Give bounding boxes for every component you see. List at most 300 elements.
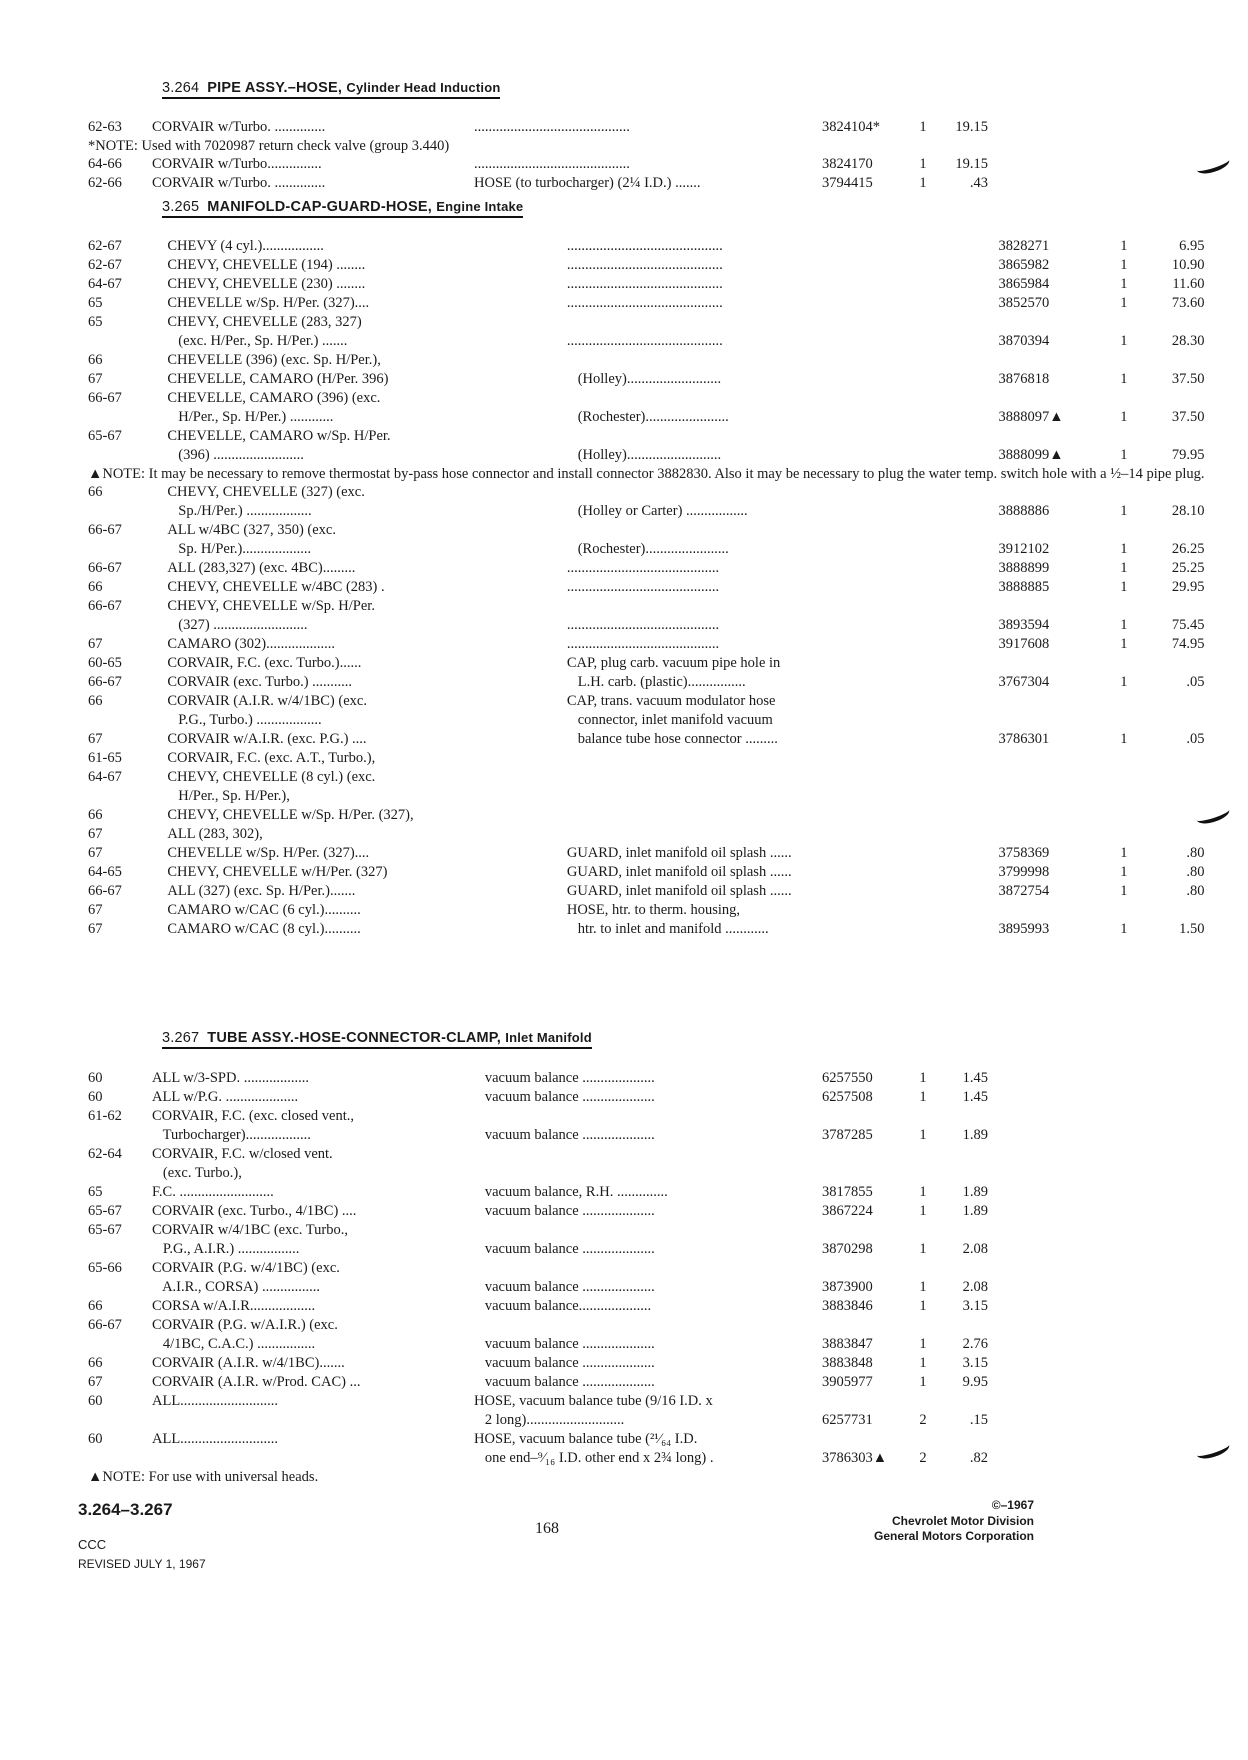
model-cell: CORVAIR w/Turbo............... <box>152 156 322 172</box>
part-number-cell: 3888885 <box>998 579 1050 595</box>
quantity-cell <box>1103 787 1145 806</box>
part-row <box>88 1183 988 1202</box>
price-cell <box>1145 313 1205 332</box>
description-cell <box>567 483 999 502</box>
part-number-cell: 3905977 <box>822 1374 873 1390</box>
part-number-cell <box>822 1316 906 1335</box>
price-cell: 75.45 <box>1171 617 1205 633</box>
quantity-cell: 1 <box>1120 238 1128 254</box>
part-number-cell <box>999 389 1103 408</box>
description-cell: .......................................... <box>566 636 720 652</box>
price-cell <box>940 1221 988 1240</box>
part-row <box>88 1316 988 1335</box>
part-row <box>88 711 1204 730</box>
part-number-cell <box>999 806 1103 825</box>
quantity-cell: 1 <box>1120 447 1128 463</box>
year-cell <box>88 1335 152 1354</box>
section-heading <box>162 1030 592 1049</box>
part-row <box>88 901 1204 920</box>
model-cell: CORVAIR w/Turbo. .............. <box>152 175 326 191</box>
description-cell: GUARD, inlet manifold oil splash ...... <box>566 845 792 861</box>
description-cell: vacuum balance .................... <box>474 1336 655 1352</box>
price-cell: 6.95 <box>1179 238 1205 254</box>
model-cell: Sp. H/Per.)................... <box>167 541 312 557</box>
part-row <box>88 427 1204 446</box>
quantity-cell <box>1103 389 1145 408</box>
quantity-cell: 1 <box>919 1184 927 1200</box>
part-row <box>88 275 1204 294</box>
part-row <box>88 616 1204 635</box>
quantity-cell: 1 <box>919 1127 927 1143</box>
page-number: 168 <box>535 1520 559 1537</box>
quantity-cell: 1 <box>1120 333 1128 349</box>
part-row <box>88 1278 988 1297</box>
part-row <box>88 389 1204 408</box>
part-row <box>88 237 1204 256</box>
model-cell: F.C. .......................... <box>152 1184 274 1200</box>
year-cell: 65 <box>88 314 103 330</box>
price-cell: .05 <box>1186 674 1205 690</box>
part-row <box>88 578 1204 597</box>
price-cell: .15 <box>969 1412 988 1428</box>
description-cell: (Holley).......................... <box>566 447 722 463</box>
quantity-cell: 1 <box>1120 541 1128 557</box>
part-number-cell: 6257550 <box>822 1070 873 1086</box>
quantity-cell <box>1103 711 1145 730</box>
model-cell: ALL w/4BC (327, 350) (exc. <box>167 522 336 538</box>
description-cell: vacuum balance .................... <box>474 1089 655 1105</box>
part-number-cell <box>822 1430 906 1449</box>
price-cell: 2.08 <box>962 1279 988 1295</box>
model-cell: CORVAIR (P.G. w/A.I.R.) (exc. <box>152 1317 338 1333</box>
year-cell: 66-67 <box>88 560 122 576</box>
description-cell <box>567 521 999 540</box>
model-cell: Turbocharger).................. <box>152 1127 311 1143</box>
year-cell: 65-67 <box>88 1203 122 1219</box>
part-number-cell: 3828271 <box>998 238 1050 254</box>
part-number-cell: 3883846 <box>822 1298 873 1314</box>
quantity-cell: 1 <box>919 1298 927 1314</box>
model-cell: CORVAIR w/A.I.R. (exc. P.G.) .... <box>167 731 367 747</box>
section-subtitle: Cylinder Head Induction <box>346 80 501 95</box>
note-text: *NOTE: Used with 7020987 return check valve (group 3.440) <box>88 138 450 154</box>
part-number-cell <box>999 521 1103 540</box>
year-cell: 67 <box>88 845 103 861</box>
part-number-cell <box>822 1259 906 1278</box>
part-number-cell: 3870394 <box>998 333 1050 349</box>
part-row <box>88 749 1204 768</box>
description-cell: GUARD, inlet manifold oil splash ...... <box>566 864 792 880</box>
year-cell: 66-67 <box>88 522 122 538</box>
price-cell: .80 <box>1186 883 1205 899</box>
description-cell: ........................................... <box>566 276 723 292</box>
part-number-cell <box>999 901 1103 920</box>
year-cell <box>88 446 167 465</box>
model-cell: ALL (283, 302), <box>167 826 263 842</box>
revised-date: REVISED JULY 1, 1967 <box>78 1557 206 1571</box>
price-cell <box>1145 654 1205 673</box>
description-cell: (Holley or Carter) ................. <box>566 503 748 519</box>
quantity-cell: 1 <box>919 1203 927 1219</box>
quantity-cell <box>1103 521 1145 540</box>
part-row <box>88 1202 988 1221</box>
part-row <box>88 1126 988 1145</box>
model-cell: CHEVELLE, CAMARO (396) (exc. <box>167 390 381 406</box>
quantity-cell: 1 <box>1120 579 1128 595</box>
quantity-cell: 1 <box>1120 674 1128 690</box>
section-heading <box>162 199 523 218</box>
description-cell: .......................................... <box>566 617 720 633</box>
model-cell: CORSA w/A.I.R.................. <box>152 1298 316 1314</box>
part-row <box>88 863 1204 882</box>
price-cell: 25.25 <box>1171 560 1205 576</box>
price-cell <box>1145 389 1205 408</box>
year-cell: 60 <box>88 1393 103 1409</box>
model-cell: 4/1BC, C.A.C.) ................ <box>152 1336 316 1352</box>
year-cell: 65-66 <box>88 1260 122 1276</box>
part-number-cell <box>822 1164 906 1183</box>
price-cell: .82 <box>969 1450 988 1466</box>
section-number: 3.264 <box>162 80 200 96</box>
description-cell: vacuum balance .................... <box>474 1241 655 1257</box>
price-cell: 1.89 <box>962 1184 988 1200</box>
quantity-cell <box>906 1164 940 1183</box>
part-row <box>88 332 1204 351</box>
model-cell: CORVAIR w/4/1BC (exc. Turbo., <box>152 1222 348 1238</box>
model-cell: A.I.R., CORSA) ................ <box>152 1279 320 1295</box>
part-number-cell <box>822 1107 906 1126</box>
year-cell: 66 <box>88 1355 103 1371</box>
quantity-cell <box>1103 597 1145 616</box>
part-number-cell: 3870298 <box>822 1241 873 1257</box>
part-row <box>88 256 1204 275</box>
note-text: ▲NOTE: For use with universal heads. <box>88 1469 319 1485</box>
part-number-cell: 3888899 <box>998 560 1050 576</box>
price-cell <box>1145 711 1205 730</box>
description-cell: 2 long)........................... <box>474 1412 625 1428</box>
description-cell: vacuum balance .................... <box>474 1127 655 1143</box>
year-cell: 67 <box>88 1374 103 1390</box>
quantity-cell <box>1103 806 1145 825</box>
part-number-cell: 3817855 <box>822 1184 873 1200</box>
year-cell: 60-65 <box>88 655 122 671</box>
part-number-cell: 3888886 <box>998 503 1050 519</box>
price-cell: 1.89 <box>962 1127 988 1143</box>
part-number-cell: 3787285 <box>822 1127 873 1143</box>
price-cell <box>1145 427 1205 446</box>
description-cell: htr. to inlet and manifold ............ <box>566 921 769 937</box>
model-cell: CHEVY, CHEVELLE (230) ........ <box>167 276 366 292</box>
model-cell: CAMARO w/CAC (8 cyl.).......... <box>167 921 361 937</box>
quantity-cell <box>906 1221 940 1240</box>
model-cell: H/Per., Sp. H/Per.), <box>167 788 290 804</box>
description-cell <box>567 806 999 825</box>
note-row <box>88 465 1204 483</box>
quantity-cell: 1 <box>1120 883 1128 899</box>
year-cell: 62-66 <box>88 175 122 191</box>
price-cell: 73.60 <box>1171 295 1205 311</box>
part-number-cell <box>822 1145 906 1164</box>
description-cell <box>567 768 999 787</box>
part-row <box>88 370 1204 389</box>
model-cell: CORVAIR, F.C. (exc. Turbo.)...... <box>167 655 362 671</box>
year-cell: 62-67 <box>88 257 122 273</box>
price-cell: 37.50 <box>1171 409 1205 425</box>
part-row <box>88 408 1204 427</box>
part-row <box>88 673 1204 692</box>
price-cell <box>1145 483 1205 502</box>
division-name: Chevrolet Motor Division <box>891 1514 1034 1528</box>
part-row <box>88 521 1204 540</box>
part-row <box>88 1392 988 1411</box>
part-row <box>88 1335 988 1354</box>
part-number-cell: 3865982 <box>998 257 1050 273</box>
part-number-cell <box>999 787 1103 806</box>
parts-table <box>88 237 1204 939</box>
model-cell: CHEVY, CHEVELLE w/4BC (283) . <box>167 579 385 595</box>
price-cell: .80 <box>1186 864 1205 880</box>
year-cell: 66-67 <box>88 390 122 406</box>
model-cell: CHEVY, CHEVELLE (8 cyl.) (exc. <box>167 769 376 785</box>
price-cell <box>940 1316 988 1335</box>
year-cell: 67 <box>88 731 103 747</box>
part-number-cell <box>999 427 1103 446</box>
quantity-cell <box>1103 483 1145 502</box>
quantity-cell <box>1103 427 1145 446</box>
year-cell: 60 <box>88 1431 103 1447</box>
catalog-code: CCC <box>78 1537 107 1552</box>
year-cell: 62-64 <box>88 1146 122 1162</box>
part-row <box>88 597 1204 616</box>
model-cell: CORVAIR, F.C. (exc. closed vent., <box>152 1108 355 1124</box>
quantity-cell <box>1103 768 1145 787</box>
year-cell: 64-65 <box>88 864 122 880</box>
year-cell <box>88 332 167 351</box>
model-cell: (exc. H/Per., Sp. H/Per.) ....... <box>167 333 348 349</box>
part-number-cell <box>999 768 1103 787</box>
model-cell: CHEVY, CHEVELLE (283, 327) <box>167 314 362 330</box>
price-cell: 19.15 <box>955 156 988 172</box>
price-cell: .05 <box>1186 731 1205 747</box>
part-number-cell: 3883848 <box>822 1355 873 1371</box>
price-cell <box>940 1164 988 1183</box>
price-cell: 1.89 <box>962 1203 988 1219</box>
description-cell <box>567 351 999 370</box>
part-number-cell: 3893594 <box>998 617 1050 633</box>
description-cell: .......................................... <box>566 560 720 576</box>
quantity-cell: 1 <box>1120 864 1128 880</box>
part-number-cell: 3872754 <box>998 883 1050 899</box>
year-cell: 61-62 <box>88 1108 122 1124</box>
part-row <box>88 692 1204 711</box>
quantity-cell: 2 <box>919 1450 927 1466</box>
quantity-cell <box>906 1392 940 1411</box>
part-number-cell: 6257508 <box>822 1089 873 1105</box>
part-row <box>88 483 1204 502</box>
part-number-cell <box>999 483 1103 502</box>
model-cell: (396) ......................... <box>167 447 304 463</box>
price-cell <box>940 1145 988 1164</box>
description-cell: L.H. carb. (plastic)................ <box>566 674 746 690</box>
year-cell: 62-63 <box>88 119 122 135</box>
description-cell: ........................................... <box>566 257 723 273</box>
part-row <box>88 844 1204 863</box>
year-cell: 66 <box>88 807 103 823</box>
part-number-cell: 3873900 <box>822 1279 873 1295</box>
year-cell <box>88 1449 152 1468</box>
note-row <box>88 137 988 155</box>
model-cell: (exc. Turbo.), <box>152 1165 242 1181</box>
price-cell: 3.15 <box>962 1298 988 1314</box>
description-cell: ........................................... <box>566 238 723 254</box>
model-cell: ALL........................... <box>152 1393 279 1409</box>
price-cell: 74.95 <box>1171 636 1205 652</box>
year-cell <box>88 1164 152 1183</box>
part-row <box>88 920 1204 939</box>
price-cell <box>1145 692 1205 711</box>
year-cell: 66-67 <box>88 1317 122 1333</box>
binder-mark <box>1195 153 1232 177</box>
price-cell: 10.90 <box>1171 257 1205 273</box>
price-cell: 3.15 <box>962 1355 988 1371</box>
part-number-cell: 3888097▲ <box>998 409 1064 425</box>
year-cell: 66-67 <box>88 674 122 690</box>
year-cell <box>88 1240 152 1259</box>
description-cell: CAP, trans. vacuum modulator hose <box>566 693 776 709</box>
part-row <box>88 540 1204 559</box>
quantity-cell: 1 <box>1120 731 1128 747</box>
year-cell: 67 <box>88 921 103 937</box>
price-cell: 1.45 <box>962 1089 988 1105</box>
description-cell: vacuum balance, R.H. .............. <box>474 1184 668 1200</box>
year-cell <box>88 787 167 806</box>
part-row <box>88 1069 988 1088</box>
model-cell: CHEVELLE w/Sp. H/Per. (327).... <box>167 295 370 311</box>
year-cell: 60 <box>88 1070 103 1086</box>
model-cell: CHEVELLE (396) (exc. Sp. H/Per.), <box>167 352 381 368</box>
price-cell: 2.76 <box>962 1336 988 1352</box>
part-row <box>88 155 988 174</box>
part-number-cell: 3917608 <box>998 636 1050 652</box>
year-cell: 66 <box>88 1298 103 1314</box>
group-range: 3.264–3.267 <box>78 1500 173 1519</box>
description-cell <box>567 313 999 332</box>
part-row <box>88 768 1204 787</box>
part-number-cell: 3758369 <box>998 845 1050 861</box>
price-cell <box>940 1392 988 1411</box>
description-cell <box>474 1221 822 1240</box>
model-cell: CORVAIR (A.I.R. w/4/1BC) (exc. <box>167 693 367 709</box>
model-cell: CHEVY (4 cyl.)................. <box>167 238 324 254</box>
quantity-cell <box>906 1107 940 1126</box>
binder-mark <box>1195 1438 1232 1462</box>
model-cell: ALL w/3-SPD. .................. <box>152 1070 309 1086</box>
model-cell: CHEVY, CHEVELLE w/H/Per. (327) <box>167 864 388 880</box>
quantity-cell: 1 <box>919 1374 927 1390</box>
description-cell <box>567 825 999 844</box>
year-cell: 61-65 <box>88 750 122 766</box>
description-cell <box>474 1259 822 1278</box>
model-cell: H/Per., Sp. H/Per.) ............ <box>167 409 334 425</box>
model-cell: CHEVELLE, CAMARO (H/Per. 396) <box>167 371 389 387</box>
part-row <box>88 1373 988 1392</box>
price-cell <box>1145 787 1205 806</box>
part-number-cell: 6257731 <box>822 1412 873 1428</box>
part-row <box>88 654 1204 673</box>
quantity-cell <box>1103 825 1145 844</box>
description-cell <box>567 749 999 768</box>
note-text: ▲NOTE: It may be necessary to remove thermostat by-pass hose connector and install connector 3882830. Also it may be necessary to plug the water temp. switch hole with a ½–14 pipe plug. <box>88 466 1205 482</box>
part-row <box>88 1354 988 1373</box>
parts-table <box>88 118 988 193</box>
year-cell: 64-66 <box>88 156 122 172</box>
price-cell <box>940 1430 988 1449</box>
year-cell <box>88 1411 152 1430</box>
model-cell: ALL........................... <box>152 1431 279 1447</box>
model-cell: CHEVY, CHEVELLE (327) (exc. <box>167 484 365 500</box>
model-cell: CORVAIR (exc. Turbo.) ........... <box>167 674 353 690</box>
description-cell <box>474 1107 822 1126</box>
model-cell: CORVAIR (A.I.R. w/4/1BC)....... <box>152 1355 345 1371</box>
year-cell: 66 <box>88 352 103 368</box>
model-cell: CORVAIR, F.C. (exc. A.T., Turbo.), <box>167 750 376 766</box>
model-cell: P.G., Turbo.) .................. <box>167 712 322 728</box>
price-cell <box>1145 825 1205 844</box>
year-cell: 64-67 <box>88 276 122 292</box>
quantity-cell <box>1103 313 1145 332</box>
part-number-cell: 3799998 <box>998 864 1050 880</box>
price-cell: 1.45 <box>962 1070 988 1086</box>
quantity-cell <box>1103 749 1145 768</box>
quantity-cell: 1 <box>919 1336 927 1352</box>
description-cell: vacuum balance.................... <box>474 1298 652 1314</box>
year-cell <box>88 616 167 635</box>
year-cell: 65 <box>88 1184 103 1200</box>
quantity-cell: 1 <box>1120 560 1128 576</box>
description-cell: connector, inlet manifold vacuum <box>566 712 773 728</box>
part-number-cell: 3895993 <box>998 921 1050 937</box>
part-row <box>88 787 1204 806</box>
description-cell: CAP, plug carb. vacuum pipe hole in <box>566 655 781 671</box>
part-row <box>88 1221 988 1240</box>
description-cell <box>567 787 999 806</box>
price-cell: 26.25 <box>1171 541 1205 557</box>
price-cell: 11.60 <box>1172 276 1205 292</box>
quantity-cell <box>1103 351 1145 370</box>
section-number: 3.265 <box>162 199 200 215</box>
model-cell: P.G., A.I.R.) ................. <box>152 1241 300 1257</box>
part-number-cell: 3794415 <box>822 175 873 191</box>
section-subtitle: Inlet Manifold <box>505 1030 592 1045</box>
part-row <box>88 1088 988 1107</box>
quantity-cell: 1 <box>1120 409 1128 425</box>
year-cell: 66 <box>88 693 103 709</box>
price-cell <box>1145 749 1205 768</box>
price-cell <box>940 1107 988 1126</box>
part-number-cell: 3876818 <box>998 371 1050 387</box>
part-number-cell: 3824170 <box>822 156 873 172</box>
part-number-cell: 3883847 <box>822 1336 873 1352</box>
quantity-cell: 1 <box>1120 371 1128 387</box>
description-cell: GUARD, inlet manifold oil splash ...... <box>566 883 792 899</box>
price-cell: 37.50 <box>1171 371 1205 387</box>
quantity-cell <box>906 1316 940 1335</box>
quantity-cell <box>1103 692 1145 711</box>
price-cell <box>1145 521 1205 540</box>
part-row <box>88 446 1204 465</box>
part-number-cell <box>822 1221 906 1240</box>
part-row <box>88 174 988 193</box>
